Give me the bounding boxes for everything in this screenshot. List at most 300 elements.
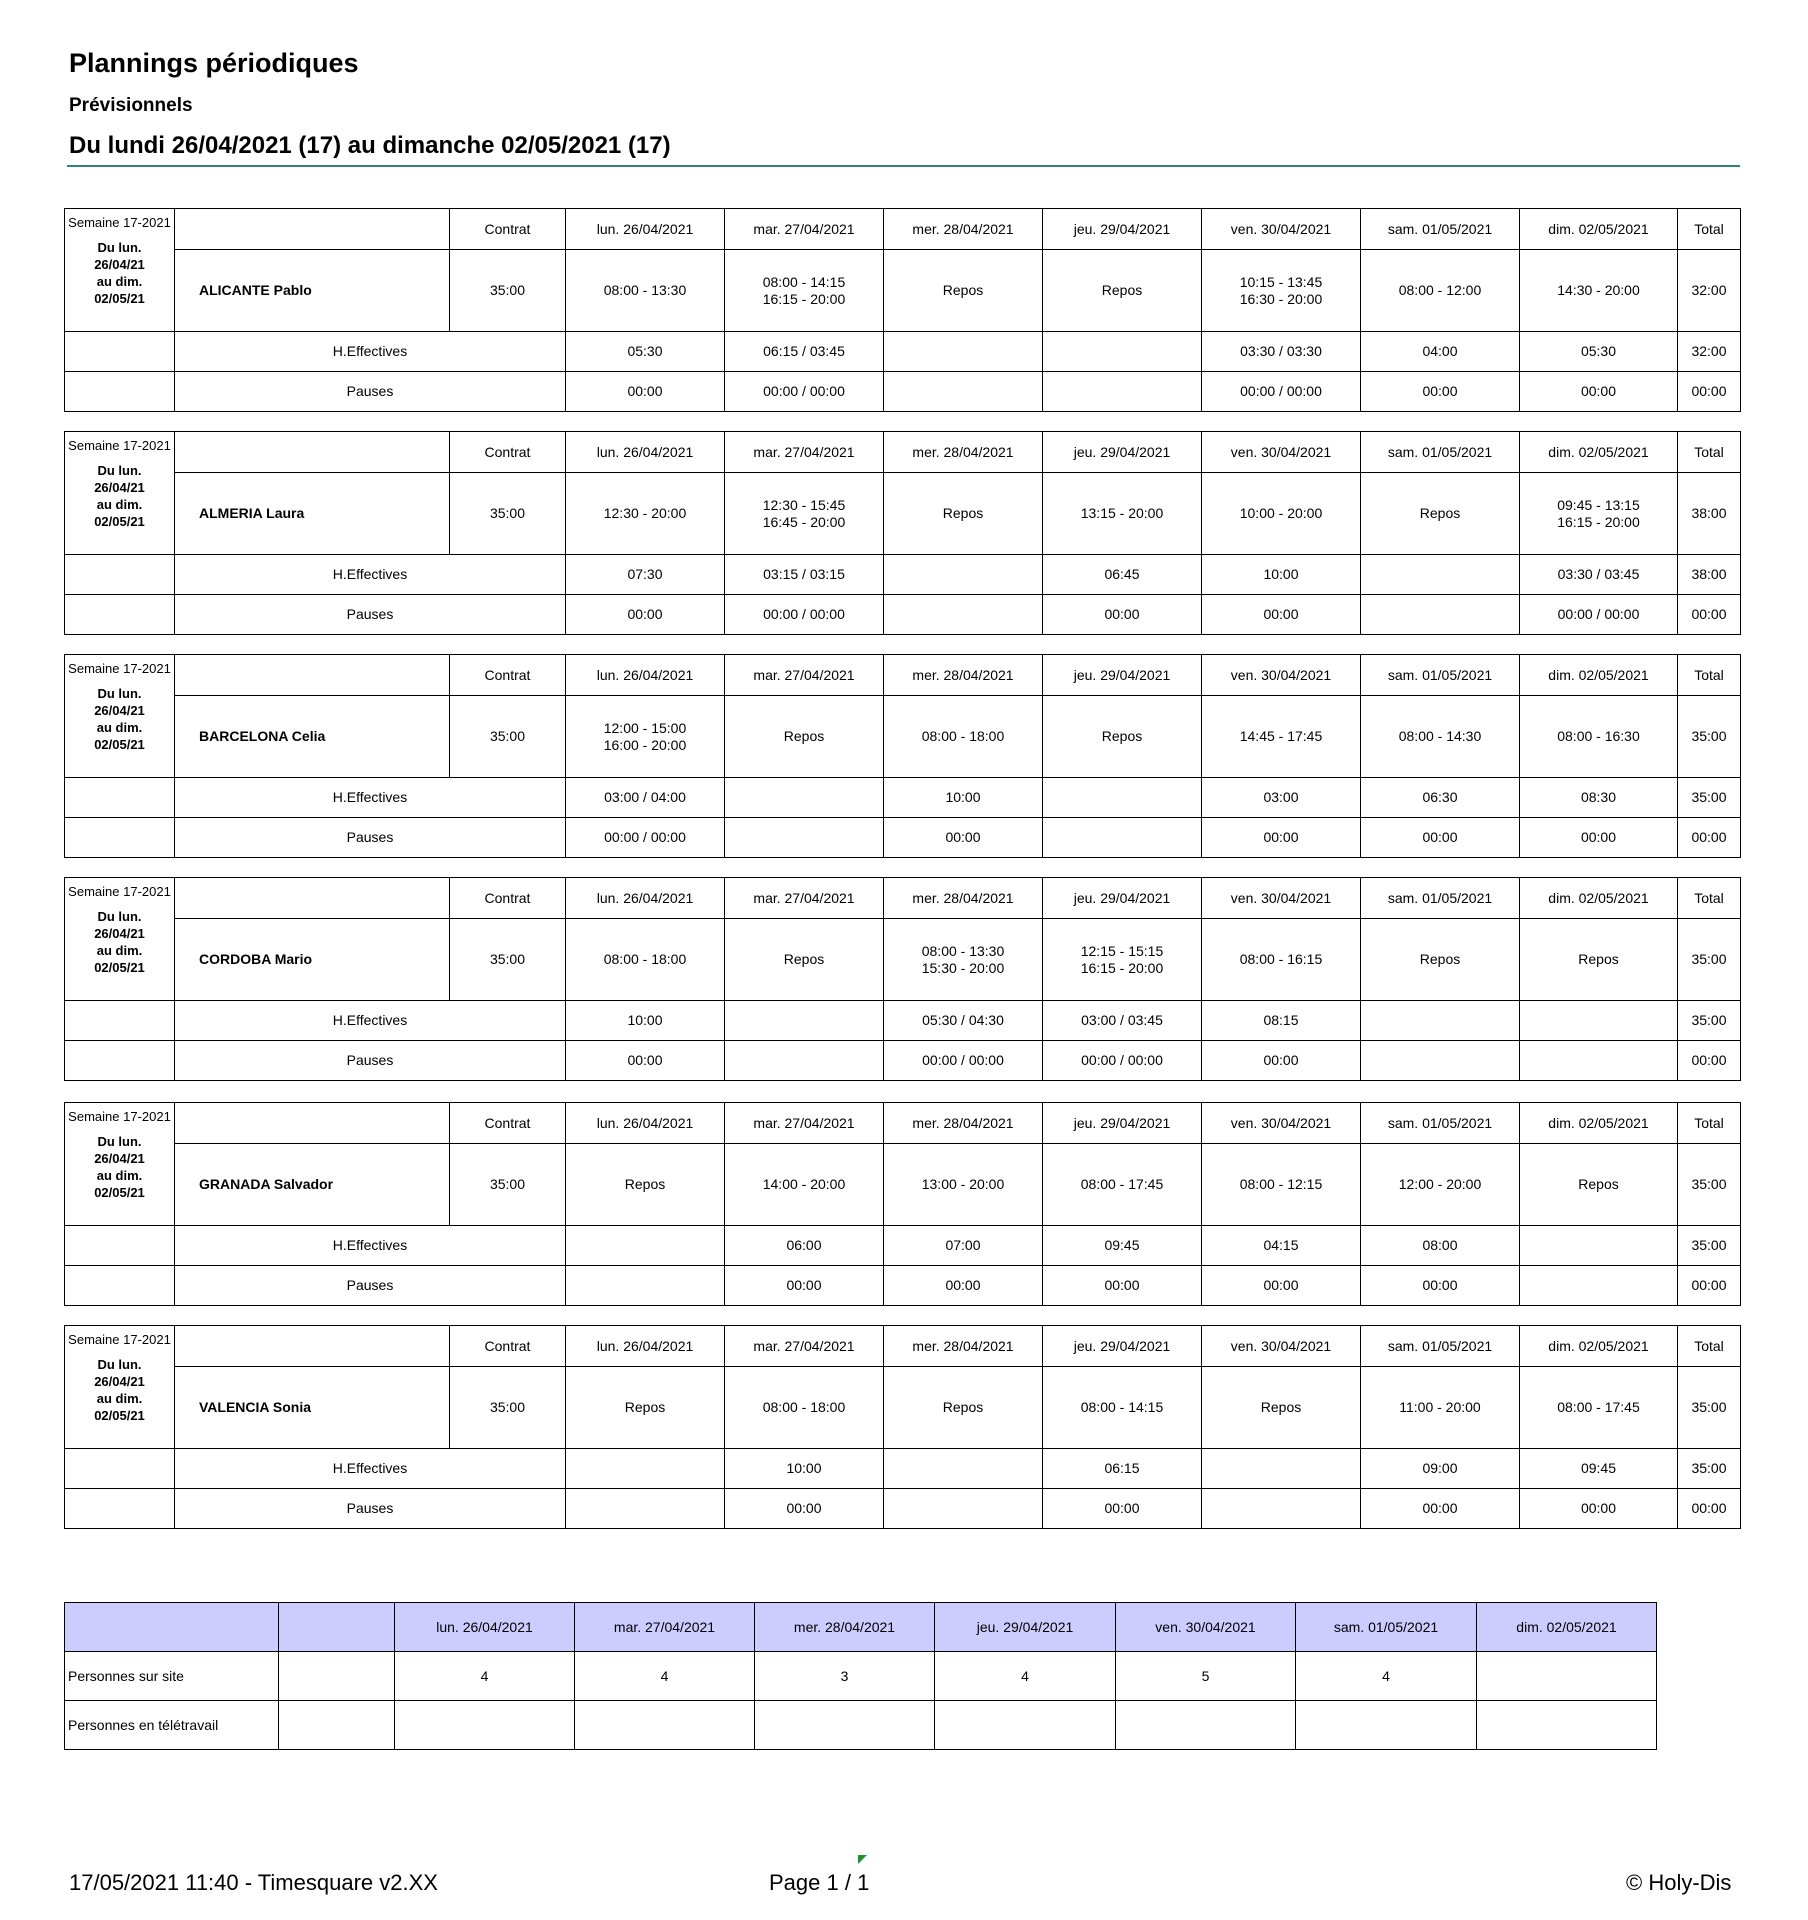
contract-hours: 35:00 — [450, 1144, 566, 1226]
shift-cell — [1043, 1367, 1202, 1449]
shift-line: Repos — [1419, 505, 1461, 521]
breaks-cell: 00:00 — [1202, 1041, 1361, 1081]
breaks-cell: 00:00 — [1202, 1266, 1361, 1306]
day-header: lun. 26/04/2021 — [566, 1326, 725, 1367]
summary-day-header: mar. 27/04/2021 — [575, 1603, 755, 1652]
day-header: mar. 27/04/2021 — [725, 1326, 884, 1367]
shift-cell — [1202, 919, 1361, 1001]
effective-label: H.Effectives — [175, 778, 566, 818]
shift-line: Repos — [624, 1176, 666, 1192]
effective-cell: 05:30 — [566, 332, 725, 372]
effective-cell — [884, 332, 1043, 372]
blank-cell — [65, 1449, 175, 1489]
shift-cell — [566, 1367, 725, 1449]
employee-name: ALMERIA Laura — [175, 473, 450, 555]
contract-hours: 35:00 — [450, 696, 566, 778]
effective-label: H.Effectives — [175, 1449, 566, 1489]
breaks-cell: 00:00 — [1520, 818, 1678, 858]
effective-cell: 03:15 / 03:15 — [725, 555, 884, 595]
shift-line: 14:30 - 20:00 — [1557, 282, 1640, 298]
shift-line: 13:00 - 20:00 — [921, 1176, 1005, 1192]
day-header: mer. 28/04/2021 — [884, 432, 1043, 473]
shift-line: 12:30 - 20:00 — [603, 505, 687, 521]
blank-cell — [65, 372, 175, 412]
shift-line: 14:00 - 20:00 — [762, 1176, 846, 1192]
day-header: mer. 28/04/2021 — [884, 1326, 1043, 1367]
effective-cell: 07:30 — [566, 555, 725, 595]
shift-cell — [1520, 919, 1678, 1001]
header-blank-cell — [175, 878, 450, 919]
shift-line: 10:00 - 20:00 — [1239, 505, 1323, 521]
day-header: lun. 26/04/2021 — [566, 1103, 725, 1144]
day-header: jeu. 29/04/2021 — [1043, 432, 1202, 473]
week-range-line: 26/04/21 — [94, 1374, 145, 1389]
breaks-cell — [1361, 1041, 1520, 1081]
effective-cell: 08:15 — [1202, 1001, 1361, 1041]
total-hours: 35:00 — [1678, 696, 1741, 778]
contract-header: Contrat — [450, 655, 566, 696]
shift-cell — [884, 696, 1043, 778]
effective-cell: 06:45 — [1043, 555, 1202, 595]
total-header: Total — [1678, 1326, 1741, 1367]
day-header: mar. 27/04/2021 — [725, 1103, 884, 1144]
breaks-total: 00:00 — [1678, 372, 1741, 412]
week-cell — [65, 1103, 175, 1226]
summary-blank-cell — [279, 1652, 395, 1701]
shift-cell — [884, 473, 1043, 555]
contract-hours: 35:00 — [450, 1367, 566, 1449]
summary-value — [1477, 1652, 1657, 1701]
shift-cell — [1043, 919, 1202, 1001]
day-header: jeu. 29/04/2021 — [1043, 209, 1202, 250]
shift-cell — [1043, 250, 1202, 332]
shift-cell — [1202, 1144, 1361, 1226]
breaks-cell: 00:00 — [725, 1266, 884, 1306]
total-hours: 38:00 — [1678, 473, 1741, 555]
day-header: sam. 01/05/2021 — [1361, 655, 1520, 696]
breaks-total: 00:00 — [1678, 1489, 1741, 1529]
shift-line: 08:00 - 17:45 — [1080, 1176, 1164, 1192]
effective-cell: 03:30 / 03:45 — [1520, 555, 1678, 595]
breaks-cell — [566, 1489, 725, 1529]
effective-cell: 08:30 — [1520, 778, 1678, 818]
breaks-cell: 00:00 — [884, 818, 1043, 858]
summary-day-header: mer. 28/04/2021 — [755, 1603, 935, 1652]
contract-header: Contrat — [450, 878, 566, 919]
day-header: lun. 26/04/2021 — [566, 878, 725, 919]
week-range-line: Du lun. — [97, 909, 142, 924]
week-cell — [65, 209, 175, 332]
effective-cell — [1361, 1001, 1520, 1041]
breaks-cell: 00:00 / 00:00 — [725, 595, 884, 635]
shift-cell — [1520, 1367, 1678, 1449]
shift-cell — [1520, 250, 1678, 332]
effective-cell: 10:00 — [884, 778, 1043, 818]
effective-label: H.Effectives — [175, 555, 566, 595]
day-header: lun. 26/04/2021 — [566, 432, 725, 473]
week-label: Semaine 17-2021 — [68, 1109, 171, 1124]
breaks-cell — [1043, 372, 1202, 412]
breaks-cell: 00:00 — [1043, 1489, 1202, 1529]
week-range-line: au dim. — [96, 274, 143, 289]
shift-cell — [1361, 473, 1520, 555]
effective-cell: 08:00 — [1361, 1226, 1520, 1266]
week-range-line: 26/04/21 — [94, 257, 145, 272]
week-label: Semaine 17-2021 — [68, 884, 171, 899]
day-header: mer. 28/04/2021 — [884, 655, 1043, 696]
shift-line: 13:15 - 20:00 — [1080, 505, 1164, 521]
day-header: mer. 28/04/2021 — [884, 1103, 1043, 1144]
shift-line: 14:45 - 17:45 — [1239, 728, 1323, 744]
summary-row-label: Personnes en télétravail — [65, 1701, 279, 1750]
day-header: lun. 26/04/2021 — [566, 209, 725, 250]
shift-cell — [566, 250, 725, 332]
blank-cell — [65, 332, 175, 372]
shift-line: 09:45 - 13:15 — [1557, 496, 1640, 513]
effective-cell — [1043, 332, 1202, 372]
summary-value: 4 — [575, 1652, 755, 1701]
breaks-cell: 00:00 / 00:00 — [1202, 372, 1361, 412]
shift-cell — [1202, 1367, 1361, 1449]
shift-cell — [1361, 250, 1520, 332]
effective-total: 35:00 — [1678, 778, 1741, 818]
shift-cell — [725, 473, 884, 555]
shift-cell — [725, 250, 884, 332]
week-range-line: 02/05/21 — [94, 737, 145, 752]
summary-value — [755, 1701, 935, 1750]
contract-hours: 35:00 — [450, 473, 566, 555]
shift-line: Repos — [1101, 282, 1143, 298]
contract-hours: 35:00 — [450, 919, 566, 1001]
breaks-cell — [884, 1489, 1043, 1529]
summary-value — [935, 1701, 1116, 1750]
header-blank-cell — [175, 655, 450, 696]
breaks-cell: 00:00 — [1202, 595, 1361, 635]
total-header: Total — [1678, 1103, 1741, 1144]
employee-schedule-table — [64, 431, 1741, 635]
shift-line: 08:00 - 12:00 — [1398, 282, 1482, 298]
week-range — [65, 685, 174, 753]
breaks-cell — [725, 818, 884, 858]
shift-line: 08:00 - 16:30 — [1557, 728, 1640, 744]
effective-cell: 09:00 — [1361, 1449, 1520, 1489]
shift-line: 12:00 - 20:00 — [1398, 1176, 1482, 1192]
effective-cell: 05:30 — [1520, 332, 1678, 372]
week-cell — [65, 878, 175, 1001]
effective-cell — [725, 778, 884, 818]
header-blank-cell — [175, 1103, 450, 1144]
breaks-cell — [1520, 1041, 1678, 1081]
breaks-cell: 00:00 — [566, 595, 725, 635]
week-label: Semaine 17-2021 — [68, 661, 171, 676]
breaks-cell: 00:00 — [1043, 595, 1202, 635]
week-range — [65, 1356, 174, 1424]
summary-row-label: Personnes sur site — [65, 1652, 279, 1701]
shift-line: Repos — [942, 505, 984, 521]
day-header: ven. 30/04/2021 — [1202, 1103, 1361, 1144]
shift-line: Repos — [783, 728, 825, 744]
effective-cell: 09:45 — [1043, 1226, 1202, 1266]
shift-cell — [1043, 696, 1202, 778]
day-header: mer. 28/04/2021 — [884, 878, 1043, 919]
summary-day-header: lun. 26/04/2021 — [395, 1603, 575, 1652]
effective-cell: 10:00 — [1202, 555, 1361, 595]
week-label: Semaine 17-2021 — [68, 215, 171, 230]
employee-schedule-table — [64, 1102, 1741, 1306]
week-range-line: au dim. — [96, 943, 143, 958]
week-range-line: Du lun. — [97, 1357, 142, 1372]
summary-value — [395, 1701, 575, 1750]
week-label: Semaine 17-2021 — [68, 438, 171, 453]
shift-line: 16:15 - 20:00 — [1080, 959, 1164, 976]
day-header: sam. 01/05/2021 — [1361, 878, 1520, 919]
shift-cell — [566, 473, 725, 555]
summary-value: 4 — [395, 1652, 575, 1701]
summary-value — [1296, 1701, 1477, 1750]
effective-cell: 04:00 — [1361, 332, 1520, 372]
effective-cell: 06:30 — [1361, 778, 1520, 818]
shift-cell — [566, 1144, 725, 1226]
day-header: mar. 27/04/2021 — [725, 209, 884, 250]
shift-line: 16:15 - 20:00 — [762, 290, 846, 307]
effective-cell: 10:00 — [566, 1001, 725, 1041]
breaks-cell: 00:00 — [1520, 372, 1678, 412]
shift-cell — [725, 696, 884, 778]
shift-cell — [1520, 696, 1678, 778]
blank-cell — [65, 1266, 175, 1306]
breaks-total: 00:00 — [1678, 1041, 1741, 1081]
blank-cell — [65, 1041, 175, 1081]
breaks-cell: 00:00 — [884, 1266, 1043, 1306]
footer-page-number: Page 1 / 1 — [769, 1870, 870, 1895]
shift-line: 08:00 - 17:45 — [1557, 1399, 1640, 1415]
effective-cell — [884, 1449, 1043, 1489]
shift-line: Repos — [1101, 728, 1143, 744]
summary-day-header: sam. 01/05/2021 — [1296, 1603, 1477, 1652]
shift-line: 08:00 - 14:30 — [1398, 728, 1482, 744]
breaks-cell — [1202, 1489, 1361, 1529]
breaks-label: Pauses — [175, 1266, 566, 1306]
effective-cell — [884, 555, 1043, 595]
week-cell — [65, 1326, 175, 1449]
day-header: jeu. 29/04/2021 — [1043, 1326, 1202, 1367]
total-hours: 32:00 — [1678, 250, 1741, 332]
shift-line: Repos — [1578, 951, 1619, 967]
day-header: sam. 01/05/2021 — [1361, 1326, 1520, 1367]
blank-cell — [65, 1001, 175, 1041]
shift-cell — [1361, 919, 1520, 1001]
summary-day-header: jeu. 29/04/2021 — [935, 1603, 1116, 1652]
week-range-line: 02/05/21 — [94, 1185, 145, 1200]
shift-cell — [1361, 1144, 1520, 1226]
shift-line: 08:00 - 13:30 — [603, 282, 687, 298]
day-header: jeu. 29/04/2021 — [1043, 655, 1202, 696]
breaks-cell: 00:00 — [1361, 1266, 1520, 1306]
week-range-line: 02/05/21 — [94, 1408, 145, 1423]
effective-cell — [725, 1001, 884, 1041]
week-range-line: 02/05/21 — [94, 291, 145, 306]
breaks-cell: 00:00 / 00:00 — [725, 372, 884, 412]
blank-cell — [65, 1226, 175, 1266]
day-header: sam. 01/05/2021 — [1361, 1103, 1520, 1144]
effective-cell — [1520, 1001, 1678, 1041]
day-header: mar. 27/04/2021 — [725, 655, 884, 696]
report-period: Du lundi 26/04/2021 (17) au dimanche 02/05/2021 (17) — [69, 132, 671, 159]
day-header: jeu. 29/04/2021 — [1043, 1103, 1202, 1144]
breaks-cell: 00:00 — [566, 372, 725, 412]
shift-line: 16:00 - 20:00 — [603, 736, 687, 753]
effective-label: H.Effectives — [175, 1226, 566, 1266]
shift-line: 08:00 - 14:15 — [762, 273, 846, 290]
week-range-line: 02/05/21 — [94, 514, 145, 529]
shift-line: 10:15 - 13:45 — [1239, 273, 1323, 290]
shift-cell — [566, 919, 725, 1001]
shift-cell — [1361, 1367, 1520, 1449]
total-header: Total — [1678, 209, 1741, 250]
summary-value — [575, 1701, 755, 1750]
effective-cell: 10:00 — [725, 1449, 884, 1489]
shift-cell — [1202, 473, 1361, 555]
summary-value — [1477, 1701, 1657, 1750]
shift-line: 16:45 - 20:00 — [762, 513, 846, 530]
breaks-label: Pauses — [175, 372, 566, 412]
breaks-cell: 00:00 / 00:00 — [566, 818, 725, 858]
day-header: dim. 02/05/2021 — [1520, 209, 1678, 250]
week-range-line: 26/04/21 — [94, 926, 145, 941]
breaks-cell: 00:00 — [1202, 818, 1361, 858]
contract-hours: 35:00 — [450, 250, 566, 332]
shift-cell — [884, 919, 1043, 1001]
employee-name: ALICANTE Pablo — [175, 250, 450, 332]
total-header: Total — [1678, 878, 1741, 919]
summary-value: 4 — [1296, 1652, 1477, 1701]
week-range — [65, 1133, 174, 1201]
breaks-total: 00:00 — [1678, 595, 1741, 635]
summary-blank-cell — [279, 1603, 395, 1652]
employee-name: VALENCIA Sonia — [175, 1367, 450, 1449]
day-header: ven. 30/04/2021 — [1202, 1326, 1361, 1367]
week-range-line: 26/04/21 — [94, 1151, 145, 1166]
day-header: dim. 02/05/2021 — [1520, 655, 1678, 696]
shift-line: 08:00 - 18:00 — [762, 1399, 846, 1415]
shift-line: 08:00 - 13:30 — [921, 942, 1005, 959]
summary-blank-cell — [279, 1701, 395, 1750]
effective-cell: 03:00 — [1202, 778, 1361, 818]
shift-line: Repos — [1260, 1399, 1302, 1415]
effective-cell: 06:15 — [1043, 1449, 1202, 1489]
blank-cell — [65, 555, 175, 595]
week-range-line: Du lun. — [97, 686, 142, 701]
shift-cell — [884, 1144, 1043, 1226]
day-header: mer. 28/04/2021 — [884, 209, 1043, 250]
contract-header: Contrat — [450, 1326, 566, 1367]
day-header: ven. 30/04/2021 — [1202, 655, 1361, 696]
effective-cell: 09:45 — [1520, 1449, 1678, 1489]
effective-cell — [1520, 1226, 1678, 1266]
shift-cell — [725, 1367, 884, 1449]
shift-line: Repos — [1578, 1176, 1619, 1192]
day-header: sam. 01/05/2021 — [1361, 209, 1520, 250]
week-range-line: au dim. — [96, 497, 143, 512]
shift-line: 08:00 - 18:00 — [603, 951, 687, 967]
effective-cell: 06:15 / 03:45 — [725, 332, 884, 372]
summary-value: 5 — [1116, 1652, 1296, 1701]
shift-line: 16:30 - 20:00 — [1239, 290, 1323, 307]
contract-header: Contrat — [450, 209, 566, 250]
week-range-line: au dim. — [96, 1168, 143, 1183]
breaks-cell: 00:00 / 00:00 — [884, 1041, 1043, 1081]
effective-cell: 07:00 — [884, 1226, 1043, 1266]
employee-schedule-table — [64, 208, 1741, 412]
breaks-cell — [884, 595, 1043, 635]
summary-table — [64, 1602, 1657, 1750]
week-range — [65, 239, 174, 307]
week-range-line: 26/04/21 — [94, 703, 145, 718]
effective-cell: 05:30 / 04:30 — [884, 1001, 1043, 1041]
shift-cell — [1520, 473, 1678, 555]
header-blank-cell — [175, 209, 450, 250]
shift-cell — [566, 696, 725, 778]
shift-cell — [884, 1367, 1043, 1449]
breaks-label: Pauses — [175, 1041, 566, 1081]
summary-value: 3 — [755, 1652, 935, 1701]
effective-cell — [1202, 1449, 1361, 1489]
shift-line: 12:00 - 15:00 — [603, 719, 687, 736]
breaks-cell: 00:00 — [1361, 372, 1520, 412]
summary-blank-cell — [65, 1603, 279, 1652]
total-header: Total — [1678, 432, 1741, 473]
week-cell — [65, 432, 175, 555]
shift-line: Repos — [942, 282, 984, 298]
shift-line: Repos — [783, 951, 825, 967]
shift-cell — [1361, 696, 1520, 778]
shift-line: 08:00 - 16:15 — [1239, 951, 1323, 967]
shift-line: 08:00 - 12:15 — [1239, 1176, 1323, 1192]
shift-cell — [884, 250, 1043, 332]
effective-cell: 06:00 — [725, 1226, 884, 1266]
day-header: sam. 01/05/2021 — [1361, 432, 1520, 473]
day-header: dim. 02/05/2021 — [1520, 432, 1678, 473]
shift-line: 12:30 - 15:45 — [762, 496, 846, 513]
breaks-total: 00:00 — [1678, 1266, 1741, 1306]
week-range-line: 26/04/21 — [94, 480, 145, 495]
total-header: Total — [1678, 655, 1741, 696]
week-range-line: Du lun. — [97, 463, 142, 478]
effective-total: 32:00 — [1678, 332, 1741, 372]
employee-schedule-table — [64, 877, 1741, 1081]
shift-cell — [725, 1144, 884, 1226]
breaks-cell: 00:00 — [1361, 1489, 1520, 1529]
effective-total: 35:00 — [1678, 1001, 1741, 1041]
breaks-cell — [1520, 1266, 1678, 1306]
day-header: jeu. 29/04/2021 — [1043, 878, 1202, 919]
effective-cell: 04:15 — [1202, 1226, 1361, 1266]
shift-line: 15:30 - 20:00 — [921, 959, 1005, 976]
effective-cell — [1361, 555, 1520, 595]
breaks-cell — [1043, 818, 1202, 858]
effective-total: 38:00 — [1678, 555, 1741, 595]
breaks-label: Pauses — [175, 818, 566, 858]
breaks-cell: 00:00 / 00:00 — [1043, 1041, 1202, 1081]
summary-value: 4 — [935, 1652, 1116, 1701]
total-hours: 35:00 — [1678, 919, 1741, 1001]
day-header: mar. 27/04/2021 — [725, 878, 884, 919]
page-marker-icon — [858, 1855, 867, 1864]
day-header: dim. 02/05/2021 — [1520, 878, 1678, 919]
effective-cell — [1043, 778, 1202, 818]
header-blank-cell — [175, 432, 450, 473]
week-label: Semaine 17-2021 — [68, 1332, 171, 1347]
